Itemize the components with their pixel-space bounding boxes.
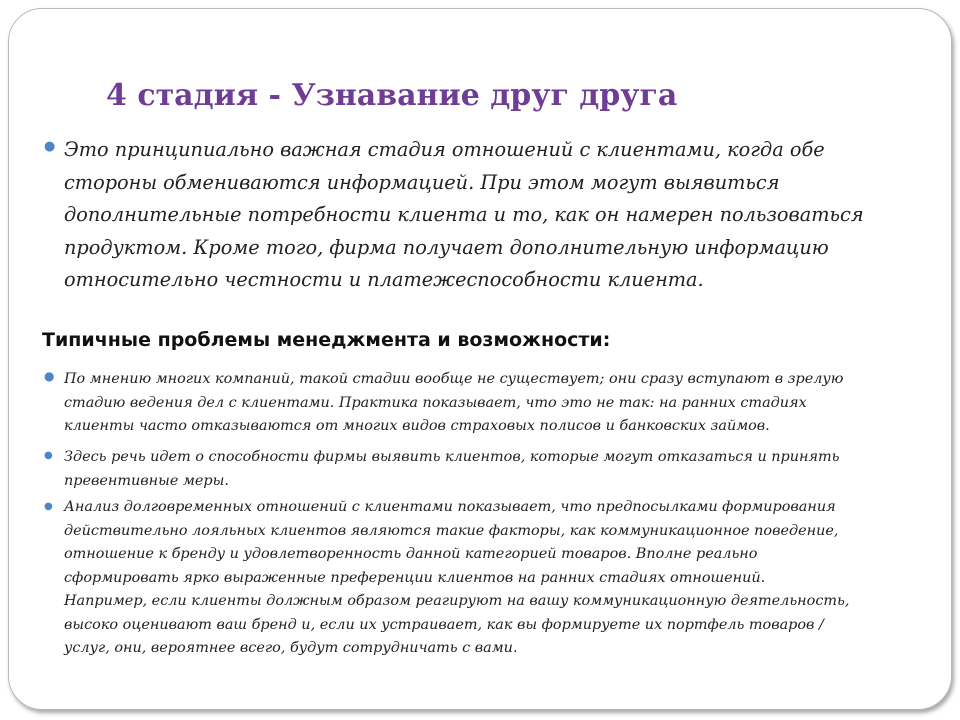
bullet-icon: ● [44,369,55,383]
bullet-icon: ● [44,501,53,512]
item-line: По мнению многих компаний, такой стадии вообще не существует; они сразу вступают в зрелую [64,371,844,387]
item-line: действительно лояльных клиентов являются такие факторы, как коммуникационное поведение, [64,522,839,539]
paragraph-line: стороны обмениваются информацией. При этом могут выявиться [64,170,780,194]
item-line: стадию ведения дел с клиентами. Практика показывает, что это не так: на ранних стадиях [64,394,807,411]
list-item [64,496,940,661]
item-line: отношение к бренду и удовлетворенность данной категорией товаров. Вполне реально [64,546,758,562]
slide-title: 4 стадия - Узнавание друг друга [106,78,678,113]
item-line: Анализ долговременных отношений с клиентами показывает, что предпосылками формирования [64,499,836,515]
item-line: Например, если клиенты должным образом реагируют на вашу коммуникационную деятельность, [64,593,850,609]
intro-paragraph [64,134,924,297]
paragraph-line: дополнительные потребности клиента и то, как он намерен пользоваться [64,203,864,226]
item-line: Здесь речь идет о способности фирмы выявить клиентов, которые могут отказаться и принять [64,449,840,465]
bullet-icon: ● [44,139,56,154]
bullet-icon: ● [44,450,53,461]
list-item [64,446,940,493]
paragraph-line: Это принципиально важная стадия отношений с клиентами, когда обе [64,138,825,161]
item-line: услуг, они, вероятнее всего, будут сотрудничать с вами. [64,640,518,656]
paragraph-line: продуктом. Кроме того, фирма получает дополнительную информацию [64,235,829,259]
item-line: превентивные меры. [64,472,229,489]
section-subheading: Типичные проблемы менеджмента и возможности: [42,329,611,351]
item-line: высоко оценивают ваш бренд и, если их устраивает, как вы формируете их портфель товаров / [64,616,824,633]
list-item [64,368,940,439]
item-line: клиенты часто отказываются от многих видов страховых полисов и банковских займов. [64,418,770,434]
item-line: сформировать ярко выраженные преференции клиентов на ранних стадиях отношений. [64,569,766,586]
paragraph-line: относительно честности и платежеспособности клиента. [64,268,704,291]
